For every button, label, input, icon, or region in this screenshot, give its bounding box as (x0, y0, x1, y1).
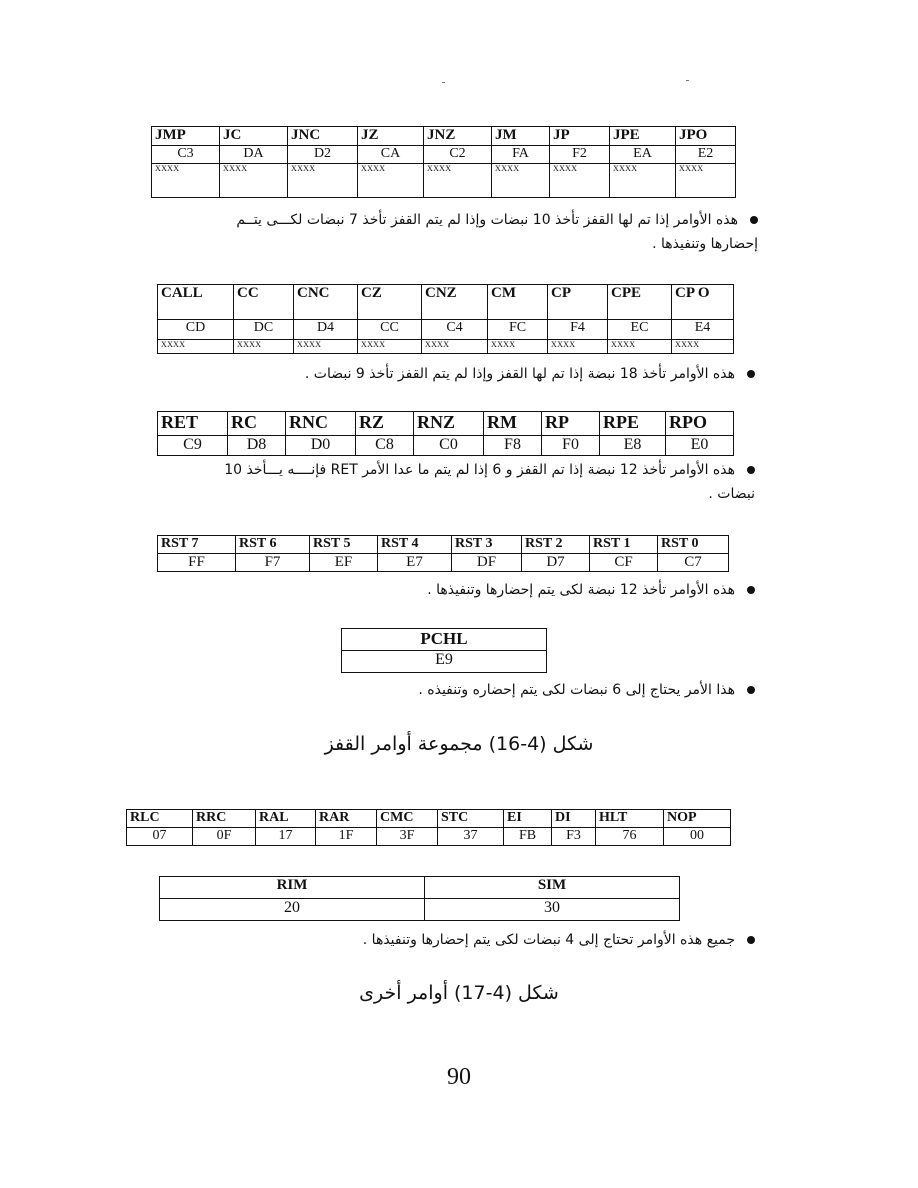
note-line: نبضات . (708, 486, 755, 502)
opcode-mnemonic-cell: CPE (608, 285, 672, 320)
opcode-mnemonic-cell: RST 7 (158, 536, 236, 554)
opcode-mnemonic-cell: RPE (600, 412, 666, 436)
operand-address-cell: XXXX (234, 340, 294, 354)
opcode-hex-cell: F2 (550, 146, 610, 164)
opcode-mnemonic-cell: RST 4 (378, 536, 452, 554)
opcode-hex-cell: 37 (438, 828, 504, 846)
opcode-hex-cell: F3 (552, 828, 596, 846)
opcode-hex-cell: C2 (424, 146, 492, 164)
pchl-header-cell: PCHL (342, 629, 547, 651)
misc-code-row (127, 828, 731, 846)
opcode-mnemonic-cell: RST 2 (522, 536, 590, 554)
opcode-mnemonic-cell: JNC (288, 127, 358, 146)
opcode-mnemonic-cell: JMP (152, 127, 220, 146)
opcode-mnemonic-cell: CZ (358, 285, 422, 320)
operand-address-cell: XXXX (676, 164, 736, 198)
opcode-hex-cell: DA (220, 146, 288, 164)
opcode-hex-cell: D2 (288, 146, 358, 164)
rim-sim-header-row (160, 877, 680, 899)
opcode-mnemonic-cell: JM (492, 127, 550, 146)
opcode-hex-cell: 20 (160, 899, 425, 921)
pchl-timing-note (155, 678, 755, 702)
figure-caption-other: شكل (4-17) أوامر أخرى (359, 982, 559, 1004)
ret-timing-note (115, 458, 755, 506)
opcode-hex-cell: C7 (658, 554, 729, 572)
opcode-hex-cell: D8 (228, 436, 286, 456)
call-header-row (158, 285, 734, 320)
opcode-mnemonic-cell: CP O (672, 285, 734, 320)
opcode-hex-cell: D7 (522, 554, 590, 572)
opcode-mnemonic-cell: RAL (256, 810, 316, 828)
opcode-hex-cell: E7 (378, 554, 452, 572)
opcode-hex-cell: 3F (377, 828, 438, 846)
opcode-mnemonic-cell: CC (234, 285, 294, 320)
opcode-mnemonic-cell: RST 1 (590, 536, 658, 554)
operand-address-cell: XXXX (488, 340, 548, 354)
pchl-code-cell: E9 (342, 651, 547, 673)
opcode-hex-cell: 76 (596, 828, 664, 846)
opcode-hex-cell: EA (610, 146, 676, 164)
opcode-mnemonic-cell: CM (488, 285, 548, 320)
opcode-mnemonic-cell: RPO (666, 412, 734, 436)
opcode-hex-cell: C0 (414, 436, 484, 456)
operand-address-cell: XXXX (358, 164, 424, 198)
misc-timing-note (155, 928, 755, 952)
opcode-mnemonic-cell: RZ (356, 412, 414, 436)
operand-address-cell: XXXX (424, 164, 492, 198)
opcode-mnemonic-cell: EI (504, 810, 552, 828)
opcode-hex-cell: E0 (666, 436, 734, 456)
opcode-hex-cell: 07 (127, 828, 193, 846)
opcode-hex-cell: FB (504, 828, 552, 846)
operand-address-cell: XXXX (608, 340, 672, 354)
opcode-hex-cell: C8 (356, 436, 414, 456)
opcode-hex-cell: DC (234, 320, 294, 340)
opcode-mnemonic-cell: DI (552, 810, 596, 828)
opcode-mnemonic-cell: RLC (127, 810, 193, 828)
opcode-hex-cell: F0 (542, 436, 600, 456)
opcode-mnemonic-cell: STC (438, 810, 504, 828)
opcode-mnemonic-cell: RM (484, 412, 542, 436)
opcode-mnemonic-cell: RNC (286, 412, 356, 436)
opcode-hex-cell: C9 (158, 436, 228, 456)
opcode-hex-cell: FA (492, 146, 550, 164)
bullet-icon (747, 686, 755, 694)
opcode-hex-cell: CC (358, 320, 422, 340)
ret-code-row (158, 436, 734, 456)
note-line: هذه الأوامر تأخذ 18 نبضة إذا تم لها القفز وإذا لم يتم القفز تأخذ 9 نبضات . (304, 366, 735, 382)
operand-address-cell: XXXX (294, 340, 358, 354)
operand-address-cell: XXXX (158, 340, 234, 354)
operand-address-cell: XXXX (422, 340, 488, 354)
bullet-icon (747, 936, 755, 944)
page-number: 90 (447, 1064, 471, 1090)
note-line: هذا الأمر يحتاج إلى 6 نبضات لكى يتم إحضاره وتنفيذه . (418, 682, 735, 698)
operand-address-cell: XXXX (152, 164, 220, 198)
opcode-hex-cell: FC (488, 320, 548, 340)
opcode-mnemonic-cell: CNZ (422, 285, 488, 320)
note-line: هذه الأوامر تأخذ 12 نبضة لكى يتم إحضارها وتنفيذها . (427, 582, 735, 598)
operand-address-cell: XXXX (492, 164, 550, 198)
opcode-mnemonic-cell: RST 6 (236, 536, 310, 554)
operand-address-cell: XXXX (672, 340, 734, 354)
opcode-hex-cell: C4 (422, 320, 488, 340)
operand-address-cell: XXXX (548, 340, 608, 354)
opcode-mnemonic-cell: RET (158, 412, 228, 436)
pchl-opcode-table (341, 628, 547, 673)
operand-address-cell: XXXX (550, 164, 610, 198)
note-line: جميع هذه الأوامر تحتاج إلى 4 نبضات لكى يتم إحضارها وتنفيذها . (362, 932, 735, 948)
opcode-mnemonic-cell: JZ (358, 127, 424, 146)
opcode-hex-cell: E2 (676, 146, 736, 164)
opcode-mnemonic-cell: SIM (425, 877, 680, 899)
opcode-mnemonic-cell: CMC (377, 810, 438, 828)
opcode-hex-cell: 1F (316, 828, 377, 846)
opcode-mnemonic-cell: RC (228, 412, 286, 436)
operand-address-cell: XXXX (358, 340, 422, 354)
call-opcode-table (157, 284, 733, 354)
note-line: هذه الأوامر تأخذ 12 نبضة إذا تم القفز و 6 إذا لم يتم ما عدا الأمر RET فإنــــه يـــأخذ 10 (224, 462, 735, 478)
opcode-mnemonic-cell: JNZ (424, 127, 492, 146)
opcode-hex-cell: 0F (193, 828, 256, 846)
figure-caption-jump: شكل (4-16) مجموعة أوامر القفز (324, 733, 594, 755)
rst-opcode-table (157, 535, 728, 572)
operand-address-cell: XXXX (288, 164, 358, 198)
opcode-hex-cell: CA (358, 146, 424, 164)
opcode-mnemonic-cell: HLT (596, 810, 664, 828)
stray-mark (442, 82, 445, 83)
note-line: إحضارها وتنفيذها . (652, 236, 758, 252)
opcode-mnemonic-cell: RST 0 (658, 536, 729, 554)
jump-timing-note (158, 208, 758, 256)
jump-header-row (152, 127, 736, 146)
opcode-hex-cell: D4 (294, 320, 358, 340)
rst-header-row (158, 536, 729, 554)
opcode-mnemonic-cell: RST 3 (452, 536, 522, 554)
opcode-hex-cell: EF (310, 554, 378, 572)
opcode-hex-cell: 30 (425, 899, 680, 921)
opcode-hex-cell: C3 (152, 146, 220, 164)
stray-mark (686, 80, 689, 81)
misc-opcode-table (126, 809, 730, 846)
opcode-mnemonic-cell: JC (220, 127, 288, 146)
jump-code-row (152, 146, 736, 164)
opcode-mnemonic-cell: RRC (193, 810, 256, 828)
operand-address-cell: XXXX (220, 164, 288, 198)
bullet-icon (747, 586, 755, 594)
rst-timing-note (155, 578, 755, 602)
opcode-hex-cell: D0 (286, 436, 356, 456)
opcode-mnemonic-cell: RNZ (414, 412, 484, 436)
opcode-hex-cell: E4 (672, 320, 734, 340)
opcode-mnemonic-cell: RP (542, 412, 600, 436)
bullet-icon (747, 466, 755, 474)
opcode-hex-cell: FF (158, 554, 236, 572)
bullet-icon (750, 216, 758, 224)
opcode-mnemonic-cell: JP (550, 127, 610, 146)
rst-code-row (158, 554, 729, 572)
opcode-mnemonic-cell: CNC (294, 285, 358, 320)
ret-opcode-table (157, 411, 733, 456)
opcode-hex-cell: EC (608, 320, 672, 340)
rim-sim-opcode-table (159, 876, 679, 921)
call-timing-note (155, 362, 755, 386)
opcode-hex-cell: 17 (256, 828, 316, 846)
opcode-mnemonic-cell: JPO (676, 127, 736, 146)
call-operand-row (158, 340, 734, 354)
opcode-hex-cell: CF (590, 554, 658, 572)
opcode-hex-cell: CD (158, 320, 234, 340)
opcode-hex-cell: E8 (600, 436, 666, 456)
misc-header-row (127, 810, 731, 828)
rim-sim-code-row (160, 899, 680, 921)
opcode-hex-cell: F8 (484, 436, 542, 456)
jump-opcode-table (151, 126, 735, 198)
opcode-mnemonic-cell: CALL (158, 285, 234, 320)
bullet-icon (747, 370, 755, 378)
jump-operand-row (152, 164, 736, 198)
opcode-hex-cell: 00 (664, 828, 731, 846)
opcode-hex-cell: F7 (236, 554, 310, 572)
call-code-row (158, 320, 734, 340)
opcode-mnemonic-cell: RIM (160, 877, 425, 899)
operand-address-cell: XXXX (610, 164, 676, 198)
opcode-hex-cell: F4 (548, 320, 608, 340)
opcode-hex-cell: DF (452, 554, 522, 572)
opcode-mnemonic-cell: CP (548, 285, 608, 320)
opcode-mnemonic-cell: RAR (316, 810, 377, 828)
note-line: هذه الأوامر إذا تم لها القفز تأخذ 10 نبضات وإذا لم يتم القفز تأخذ 7 نبضات لكـــى يتــم (236, 212, 738, 228)
opcode-mnemonic-cell: NOP (664, 810, 731, 828)
ret-header-row (158, 412, 734, 436)
opcode-mnemonic-cell: RST 5 (310, 536, 378, 554)
opcode-mnemonic-cell: JPE (610, 127, 676, 146)
